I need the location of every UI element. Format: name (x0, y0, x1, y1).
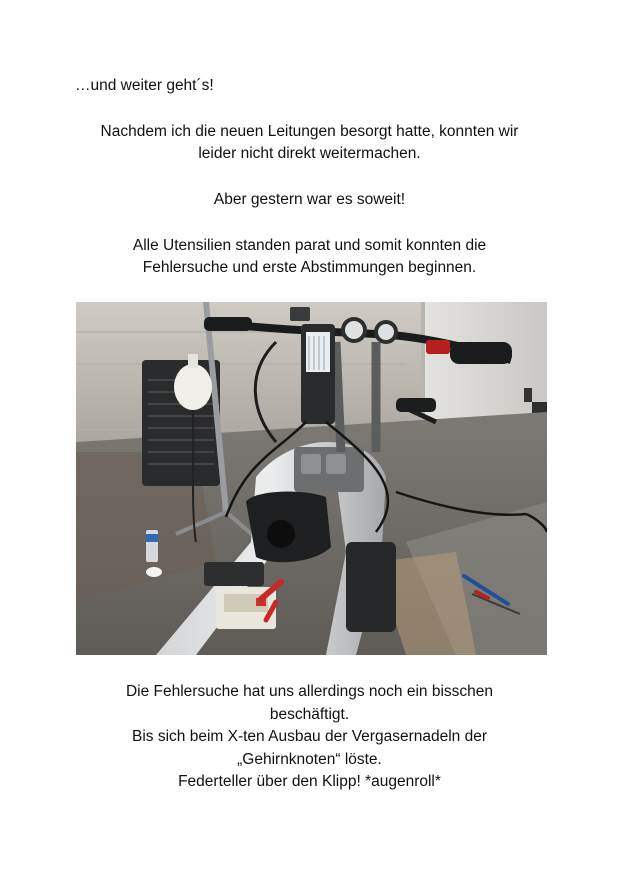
paragraph-line: Die Fehlersuche hat uns allerdings noch ein bisschen (125, 683, 494, 700)
paragraph-line: Nachdem ich die neuen Leitungen besorgt hatte, konnten wir (100, 123, 519, 140)
paragraph-line: Federteller über den Klipp! *augenroll* (178, 773, 441, 790)
photo-illustration (76, 302, 547, 655)
paragraph-line: Alle Utensilien standen parat und somit konnten die (132, 237, 487, 254)
paragraph-troubleshooting (0, 681, 619, 794)
motorcycle-photo (76, 302, 547, 655)
paragraph-yesterday (0, 189, 619, 211)
paragraph-line: Fehlersuche und erste Abstimmungen beginnen. (142, 259, 477, 276)
paragraph-line: beschäftigt. (269, 705, 350, 723)
paragraph-new-lines (0, 121, 619, 165)
paragraph-line: leider nicht direkt weitermachen. (198, 145, 421, 162)
paragraph-utensils (0, 235, 619, 279)
paragraph-line: Aber gestern war es soweit! (213, 191, 406, 208)
paragraph-line: Bis sich beim X-ten Ausbau der Vergasernadeln der (132, 728, 487, 745)
paragraph-line: „Gehirnknoten“ löste. (237, 750, 382, 768)
intro-line: …und weiter geht´s! (75, 77, 214, 94)
